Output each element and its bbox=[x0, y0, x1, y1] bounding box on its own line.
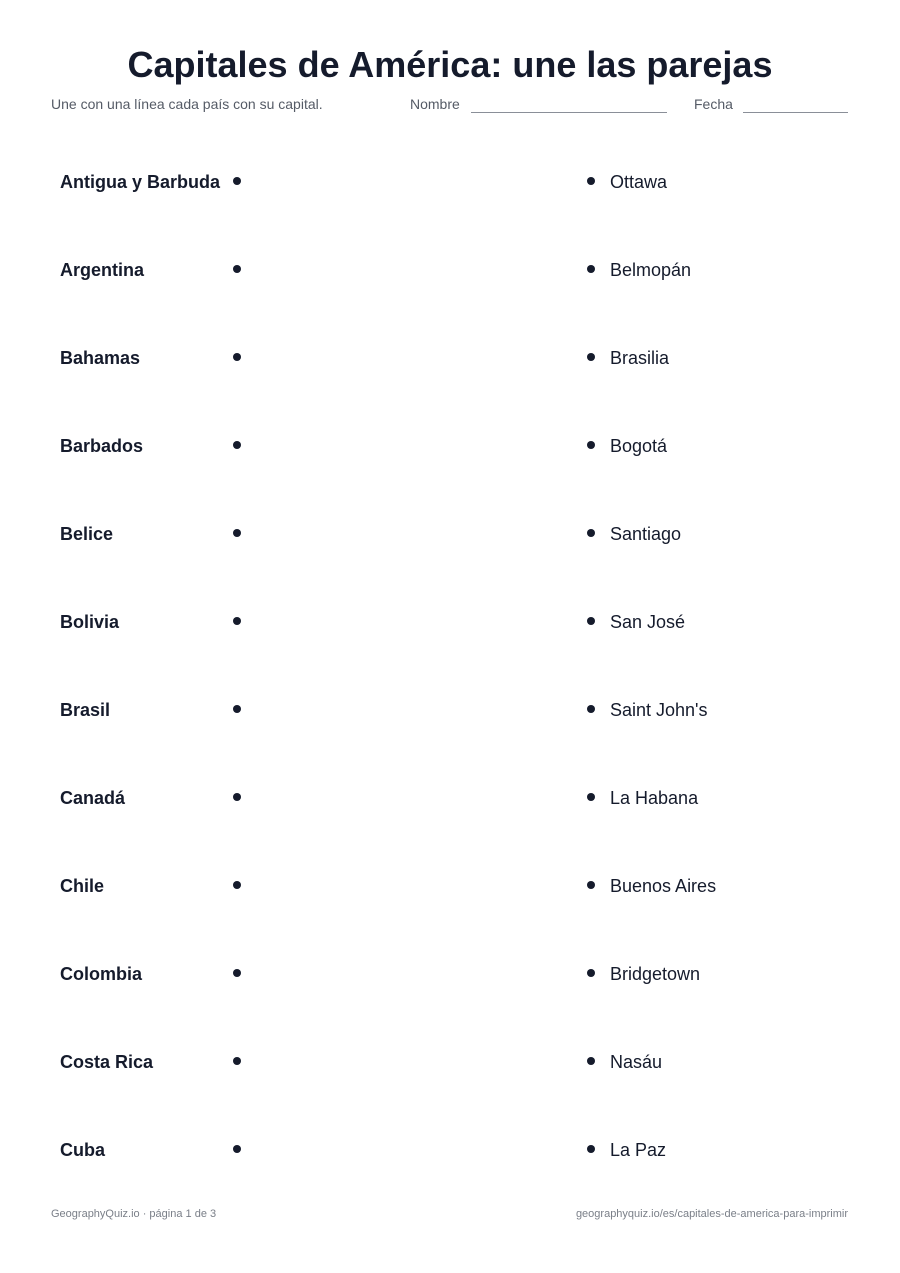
capital-dot[interactable] bbox=[587, 265, 595, 273]
country-label: Antigua y Barbuda bbox=[60, 172, 221, 192]
footer-url: geographyquiz.io/es/capitales-de-america-para-imprimir bbox=[575, 1208, 848, 1220]
match-row bbox=[0, 1046, 900, 1076]
country-label: Canadá bbox=[60, 788, 126, 808]
footer-page-info: GeographyQuiz.io · página 1 de 3 bbox=[51, 1208, 217, 1220]
match-row bbox=[0, 254, 900, 284]
capital-label: Bogotá bbox=[610, 436, 668, 456]
match-row bbox=[0, 166, 900, 196]
match-row bbox=[0, 958, 900, 988]
match-row bbox=[0, 606, 900, 636]
match-row bbox=[0, 870, 900, 900]
country-dot[interactable] bbox=[233, 353, 241, 361]
capital-dot[interactable] bbox=[587, 617, 595, 625]
capital-label: La Habana bbox=[610, 788, 699, 808]
capital-dot[interactable] bbox=[587, 1057, 595, 1065]
capital-dot[interactable] bbox=[587, 705, 595, 713]
page-title: Capitales de América: une las parejas bbox=[127, 44, 773, 85]
country-label: Chile bbox=[60, 876, 105, 896]
country-dot[interactable] bbox=[233, 265, 241, 273]
capital-dot[interactable] bbox=[587, 1145, 595, 1153]
capital-label: Belmopán bbox=[610, 260, 692, 280]
country-label: Brasil bbox=[60, 700, 111, 720]
match-row bbox=[0, 518, 900, 548]
match-row bbox=[0, 694, 900, 724]
date-field-line[interactable] bbox=[743, 112, 848, 113]
capital-dot[interactable] bbox=[587, 353, 595, 361]
country-dot[interactable] bbox=[233, 529, 241, 537]
capital-dot[interactable] bbox=[587, 441, 595, 449]
capital-dot[interactable] bbox=[587, 793, 595, 801]
name-label: Nombre bbox=[410, 96, 460, 112]
capital-label: Buenos Aires bbox=[610, 876, 717, 896]
capital-label: Brasilia bbox=[610, 348, 670, 368]
match-row bbox=[0, 1134, 900, 1164]
capital-dot[interactable] bbox=[587, 969, 595, 977]
country-label: Bolivia bbox=[60, 612, 120, 632]
country-label: Barbados bbox=[60, 436, 144, 456]
country-label: Argentina bbox=[60, 260, 145, 280]
country-dot[interactable] bbox=[233, 705, 241, 713]
country-dot[interactable] bbox=[233, 1145, 241, 1153]
country-dot[interactable] bbox=[233, 1057, 241, 1065]
capital-dot[interactable] bbox=[587, 529, 595, 537]
country-dot[interactable] bbox=[233, 617, 241, 625]
capital-label: Santiago bbox=[610, 524, 682, 544]
country-dot[interactable] bbox=[233, 969, 241, 977]
name-field-line[interactable] bbox=[471, 112, 667, 113]
country-label: Colombia bbox=[60, 964, 143, 984]
capital-label: Nasáu bbox=[610, 1052, 663, 1072]
capital-dot[interactable] bbox=[587, 881, 595, 889]
capital-label: Bridgetown bbox=[610, 964, 701, 984]
capital-label: Saint John's bbox=[610, 700, 708, 720]
match-row bbox=[0, 782, 900, 812]
country-label: Bahamas bbox=[60, 348, 141, 368]
country-label: Costa Rica bbox=[60, 1052, 154, 1072]
country-label: Cuba bbox=[60, 1140, 105, 1160]
match-row bbox=[0, 430, 900, 460]
country-dot[interactable] bbox=[233, 881, 241, 889]
capital-label: San José bbox=[610, 612, 686, 632]
country-dot[interactable] bbox=[233, 793, 241, 801]
capital-dot[interactable] bbox=[587, 177, 595, 185]
capital-label: Ottawa bbox=[610, 172, 668, 192]
capital-label: La Paz bbox=[610, 1140, 667, 1160]
country-label: Belice bbox=[60, 524, 114, 544]
date-label: Fecha bbox=[694, 96, 733, 112]
match-row bbox=[0, 342, 900, 372]
instructions: Une con una línea cada país con su capital. bbox=[51, 96, 323, 112]
country-dot[interactable] bbox=[233, 441, 241, 449]
country-dot[interactable] bbox=[233, 177, 241, 185]
